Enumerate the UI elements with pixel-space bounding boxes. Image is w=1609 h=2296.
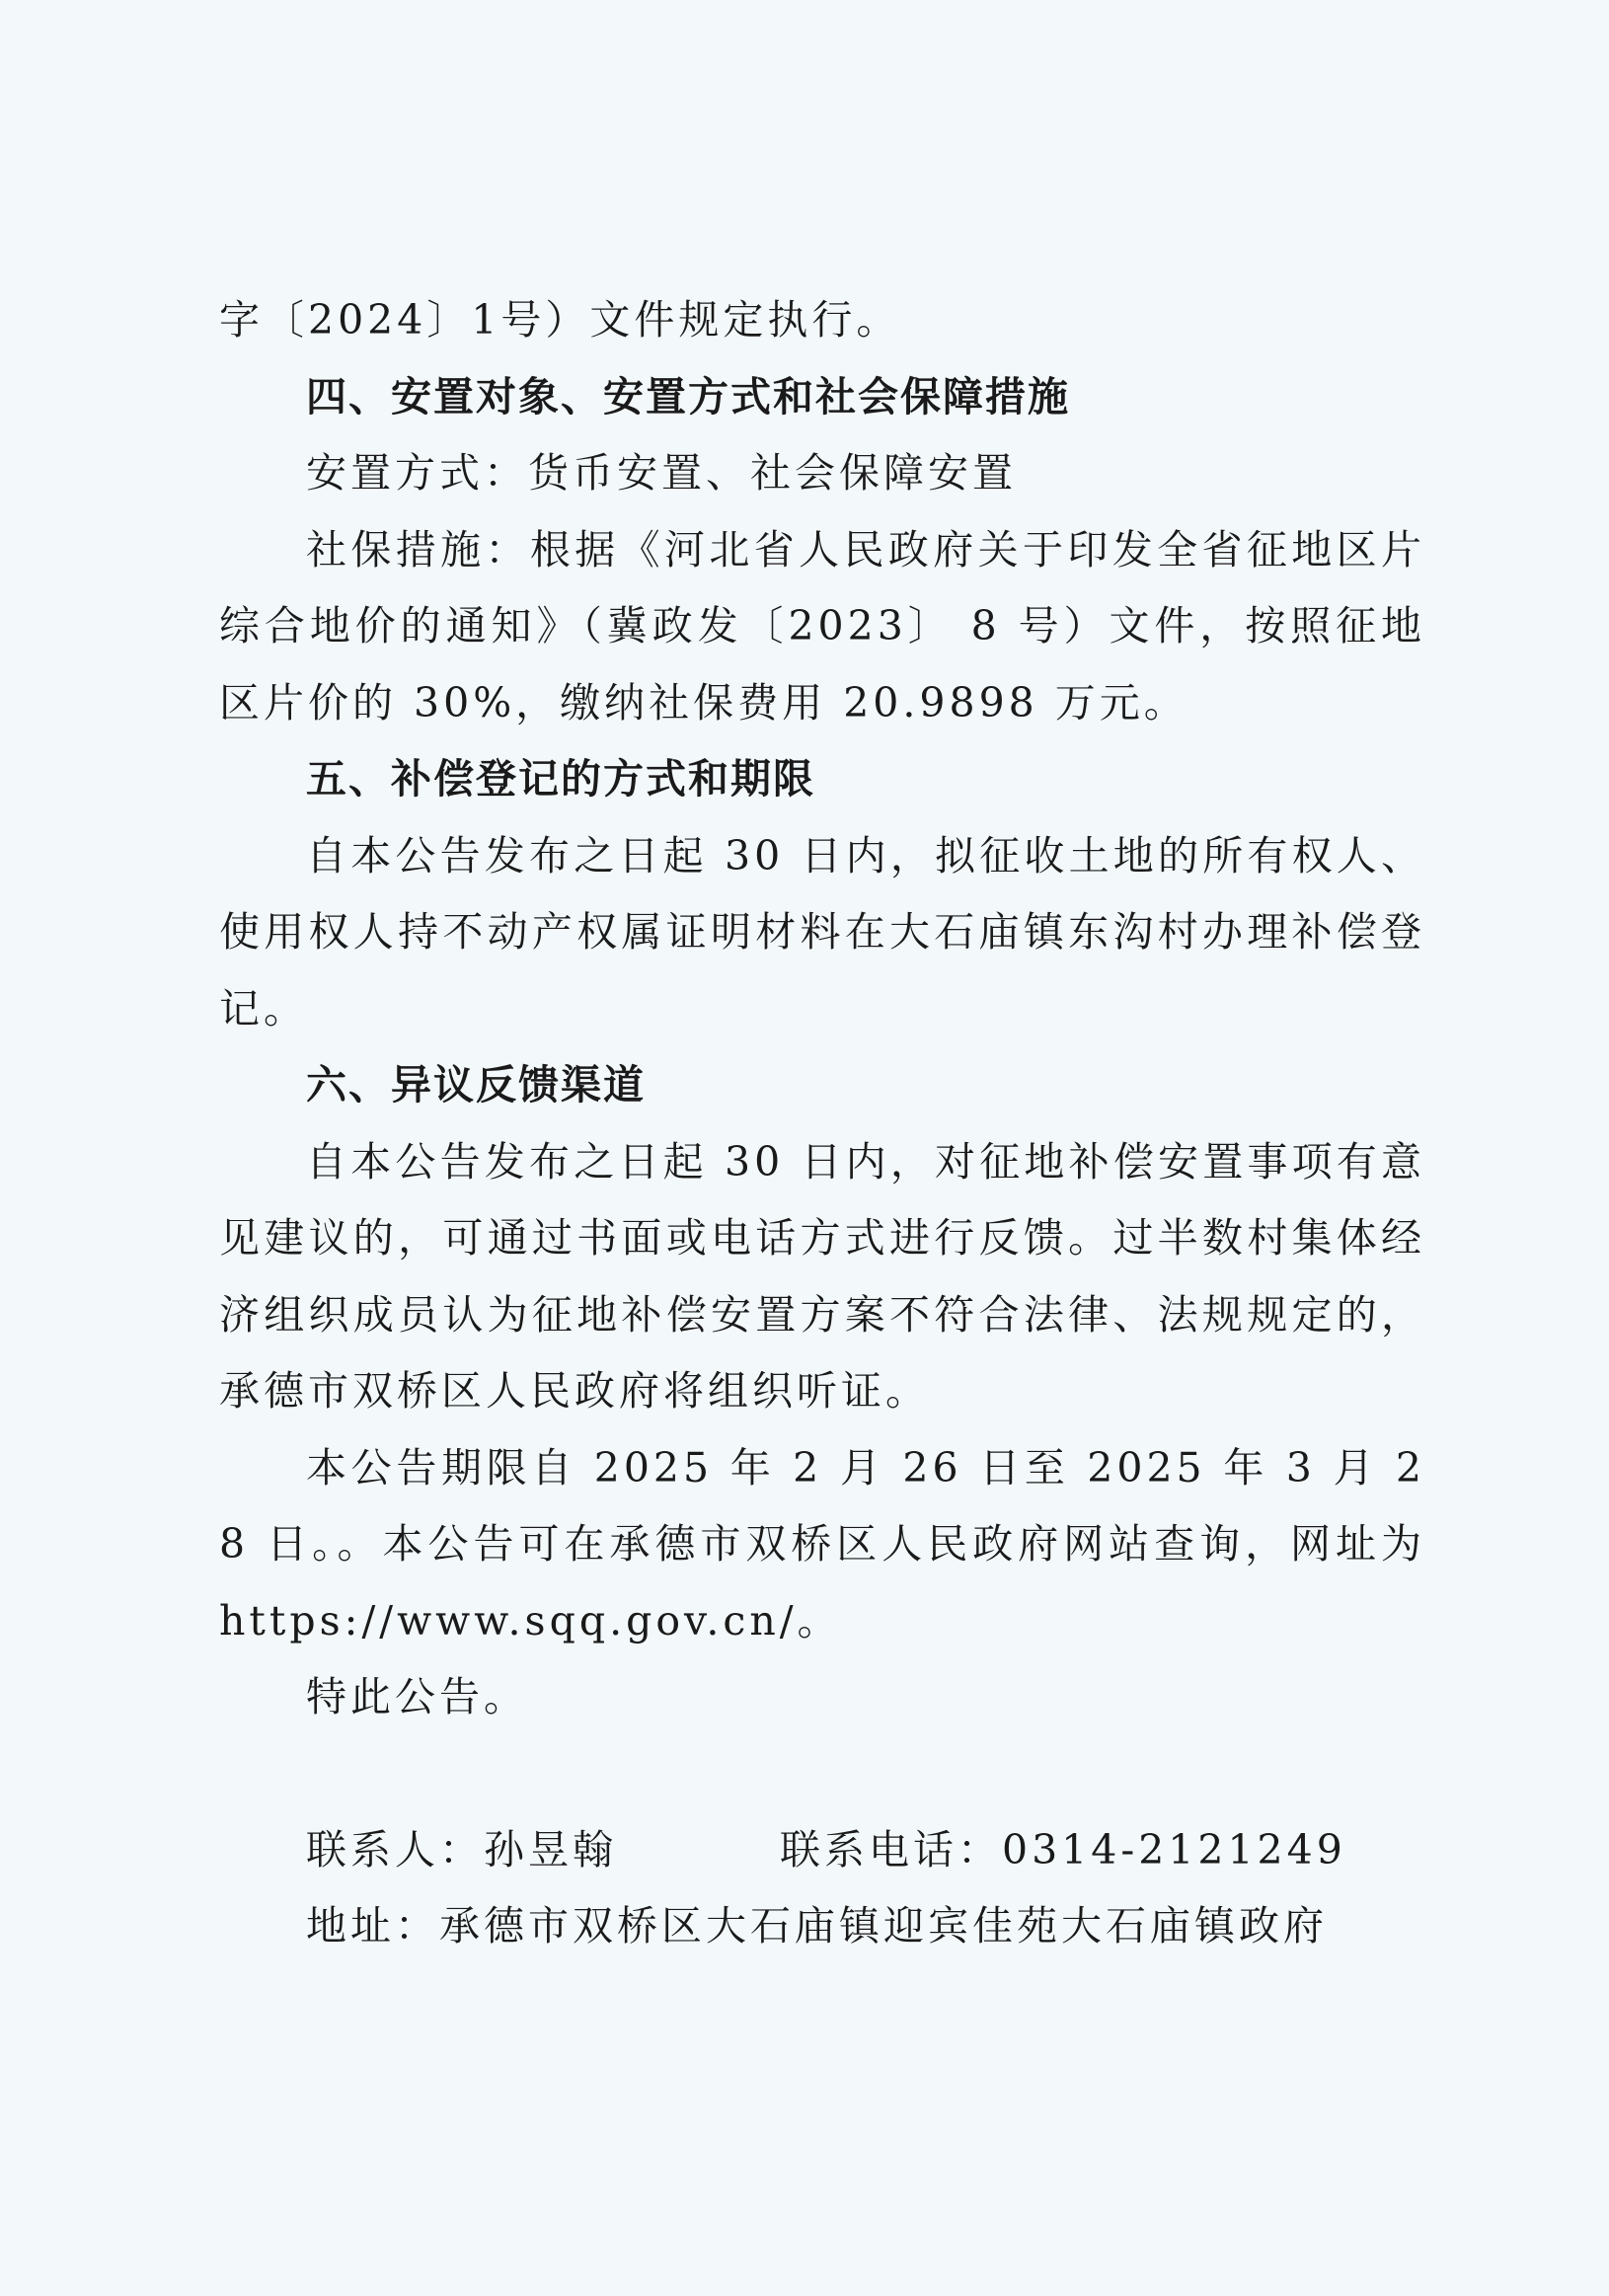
closing-statement: 特此公告。: [306, 1673, 528, 1721]
contact-phone: 联系电话：0314-2121249: [780, 1825, 1346, 1874]
contact-row: [219, 1812, 1425, 1889]
paragraph-continuation: 字〔2024〕1号）文件规定执行。: [219, 296, 901, 344]
notice-period-paragraph: 本公告期限自 2025 年 2 月 26 日至 2025 年 3 月 28 日。。本公告可在承德市双桥区人民政府网站查询，网址为https://www.sqq.gov.cn/。: [219, 1443, 1425, 1645]
document-body: [219, 282, 1425, 1965]
registration-paragraph: 自本公告发布之日起 30 日内，拟征收土地的所有权人、使用权人持不动产权属证明材料在大石庙镇东沟村办理补偿登记。: [219, 831, 1425, 1033]
objection-paragraph: 自本公告发布之日起 30 日内，对征地补偿安置事项有意见建议的，可通过书面或电话方式进行反馈。过半数村集体经济组织成员认为征地补偿安置方案不符合法律、法规规定的，承德市双桥区人民政府将组织听证。: [219, 1137, 1425, 1415]
contact-person: 联系人：孙昱翰: [306, 1825, 617, 1874]
social-security-measures: 社保措施：根据《河北省人民政府关于印发全省征地区片综合地价的通知》（冀政发〔2023〕 8 号）文件，按照征地区片价的 30%，缴纳社保费用 20.9898 万元。: [219, 525, 1425, 727]
section-six-heading: 六、异议反馈渠道: [306, 1061, 646, 1109]
section-five-heading: 五、补偿登记的方式和期限: [306, 755, 815, 803]
spacer: [219, 1736, 1425, 1812]
contact-address: 地址：承德市双桥区大石庙镇迎宾佳苑大石庙镇政府: [306, 1902, 1328, 1950]
resettlement-method: 安置方式：货币安置、社会保障安置: [306, 449, 1017, 497]
section-four-heading: 四、安置对象、安置方式和社会保障措施: [306, 372, 1070, 421]
